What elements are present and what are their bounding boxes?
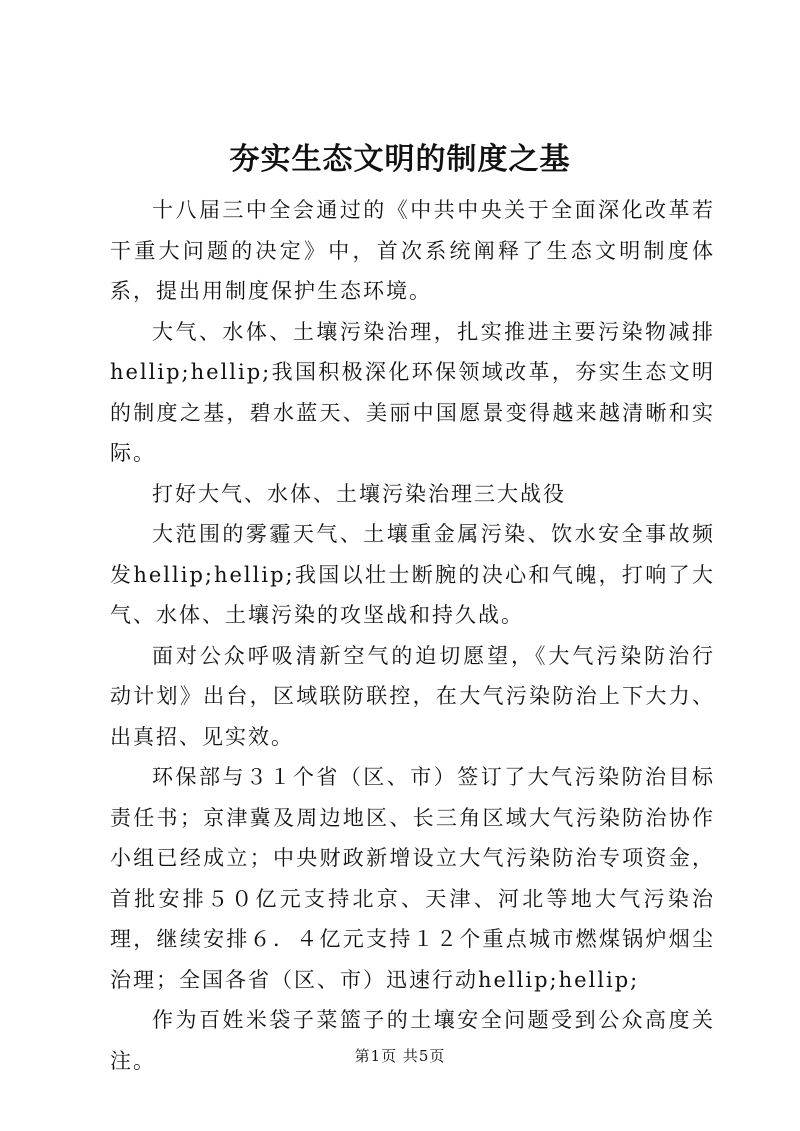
paragraph-pollution-battle: 大范围的雾霾天气、土壤重金属污染、饮水安全事故频发hellip;hellip;我国以壮士断腕的决心和气魄，打响了大气、水体、土壤污染的攻坚战和持久战。 (110, 522, 715, 627)
document-body (110, 190, 715, 1081)
paragraph-responsibility: 环保部与３１个省（区、市）签订了大气污染防治目标责任书；京津冀及周边地区、长三角区域大气污染防治协作小组已经成立；中央财政新增设立大气污染防治专项资金，首批安排５０亿元支持北京、天津、河北等地大气污染治理，继续安排６．４亿元支持１２个重点城市燃煤锅炉烟尘治理；全国各省（区、市）迅速行动hellip;hellip; (110, 765, 715, 992)
paragraph-intro: 十八届三中全会通过的《中共中央关于全面深化改革若干重大问题的决定》中，首次系统阐释了生态文明制度体系，提出用制度保护生态环境。 (110, 198, 715, 303)
page-number-footer: 第1页 共5页 (354, 1047, 446, 1065)
paragraph-air-plan: 面对公众呼吸清新空气的迫切愿望，《大气污染防治行动计划》出台，区域联防联控，在大气污染防治上下大力、出真招、见实效。 (110, 643, 715, 749)
paragraph-pollution-control: 大气、水体、土壤污染治理，扎实推进主要污染物减排hellip;hellip;我国积极深化环保领域改革，夯实生态文明的制度之基，碧水蓝天、美丽中国愿景变得越来越清晰和实际。 (110, 319, 715, 465)
paragraph-soil-safety: 作为百姓米袋子菜篮子的土壤安全问题受到公众高度关注。 (110, 1008, 715, 1073)
document-title: 夯实生态文明的制度之基 (229, 142, 571, 177)
section-heading: 打好大气、水体、土壤污染治理三大战役 (152, 481, 566, 506)
